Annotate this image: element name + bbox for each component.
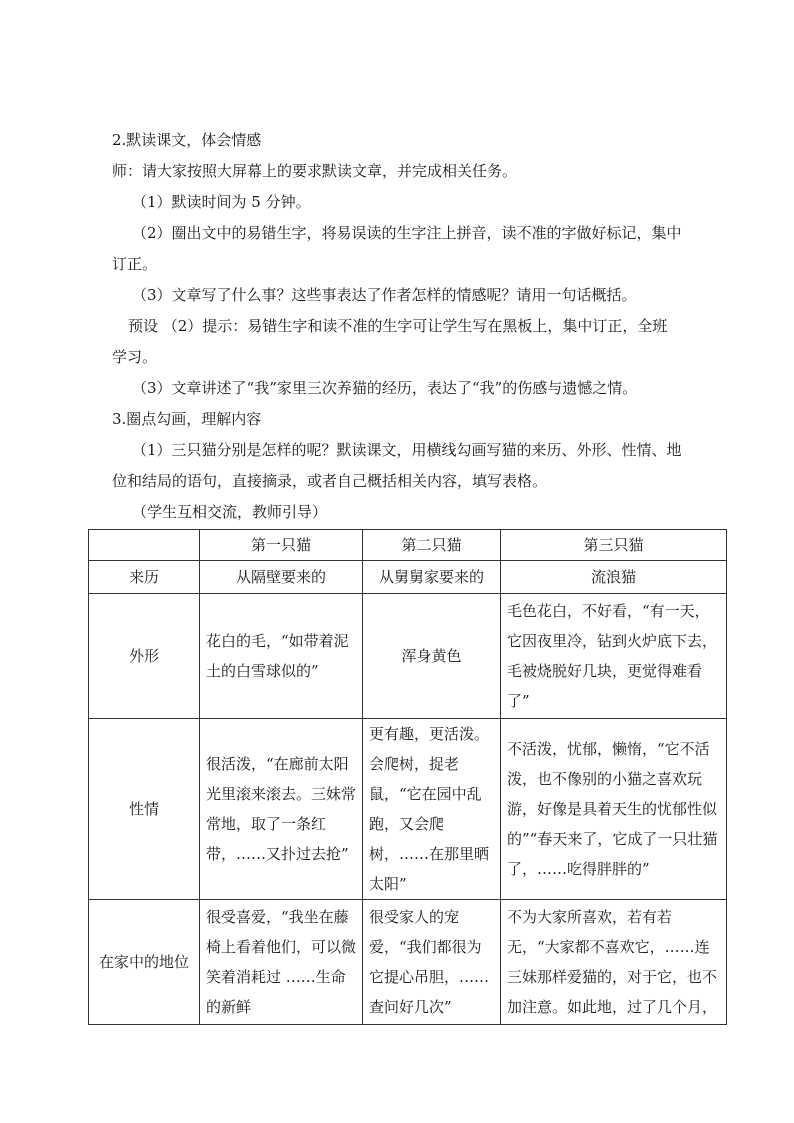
- table-cell: 很受家人的宠爱，“我们都很为它提心吊胆，……查问好几次”: [363, 900, 501, 1025]
- table-header-corner: [89, 530, 200, 561]
- table-cell: 毛色花白，不好看，“有一天，它因夜里冷，钻到火炉底下去，毛被烧脱好几块，更觉得难看了”: [501, 594, 727, 719]
- preset-line1: 预设 （2）提示：易错生字和读不准的生字可让学生写在黑板上，集中订正，全班: [128, 317, 668, 335]
- table-header-cell: 第一只猫: [200, 530, 363, 561]
- table-cell: 浑身黄色: [363, 594, 501, 719]
- section-heading-reading: 2.默读课文，体会情感: [112, 131, 262, 149]
- table-cell: 流浪猫: [501, 561, 727, 594]
- table-cell: 更有趣，更活泼。会爬树，捉老鼠，“它在园中乱跑，又会爬树，……在那里晒太阳”: [363, 719, 501, 900]
- table-cell: 很受喜爱，“我坐在藤椅上看着他们，可以微笑着消耗过 ……生命的新鲜: [200, 900, 363, 1025]
- row-label: 外形: [89, 594, 200, 719]
- table-row: [89, 561, 727, 594]
- table-header-cell: 第三只猫: [501, 530, 727, 561]
- table-row: [89, 594, 727, 719]
- row-label: 来历: [89, 561, 200, 594]
- table-cell: 不活泼，忧郁，懒惰，“它不活泼，也不像别的小猫之喜欢玩游，好像是具着天生的忧郁性似的”“春天来了，它成了一只壮猫了，……吃得胖胖的”: [501, 719, 727, 900]
- table-cell: 从舅舅家要来的: [363, 561, 501, 594]
- task-3: （3）文章写了什么事？这些事表达了作者怎样的情感呢？请用一句话概括。: [132, 286, 637, 304]
- table-cell: 很活泼，“在廊前太阳光里滚来滚去。三妹常常地，取了一条红带，……又扑过去抢”: [200, 719, 363, 900]
- table-header-cell: 第二只猫: [363, 530, 501, 561]
- teacher-instruction: 师：请大家按照大屏幕上的要求默读文章，并完成相关任务。: [112, 162, 518, 180]
- preset-answer-3: （3）文章讲述了“我”家里三次养猫的经历，表达了“我”的伤感与遗憾之情。: [132, 379, 638, 397]
- task-2-line1: （2）圈出文中的易错生字，将易误读的生字注上拼音，读不准的字做好标记，集中: [132, 224, 682, 242]
- row-label: 性情: [89, 719, 200, 900]
- task-1: （1）默读时间为 5 分钟。: [132, 193, 311, 211]
- section-heading-analysis: 3.圈点勾画，理解内容: [112, 410, 262, 428]
- analysis-task-line1: （1）三只猫分别是怎样的呢？默读课文，用横线勾画写猫的来历、外形、性情、地: [132, 441, 682, 459]
- table-header-row: [89, 530, 727, 561]
- task-2-line2: 订正。: [112, 255, 158, 273]
- table-cell: 不为大家所喜欢，若有若无，“大家都不喜欢它，……连三妹那样爱猫的，对于它，也不加注意。如此地，过了几个月，: [501, 900, 727, 1025]
- preset-line2: 学习。: [112, 348, 158, 366]
- row-label: 在家中的地位: [89, 900, 200, 1025]
- cat-comparison-table: [88, 529, 727, 1025]
- class-activity-note: （学生互相交流，教师引导）: [132, 503, 328, 521]
- table-cell: 从隔壁要来的: [200, 561, 363, 594]
- table-cell: 花白的毛，“如带着泥土的白雪球似的”: [200, 594, 363, 719]
- table-row: [89, 719, 727, 900]
- table-row: [89, 900, 727, 1025]
- analysis-task-line2: 位和结局的语句，直接摘录，或者自己概括相关内容，填写表格。: [112, 472, 548, 490]
